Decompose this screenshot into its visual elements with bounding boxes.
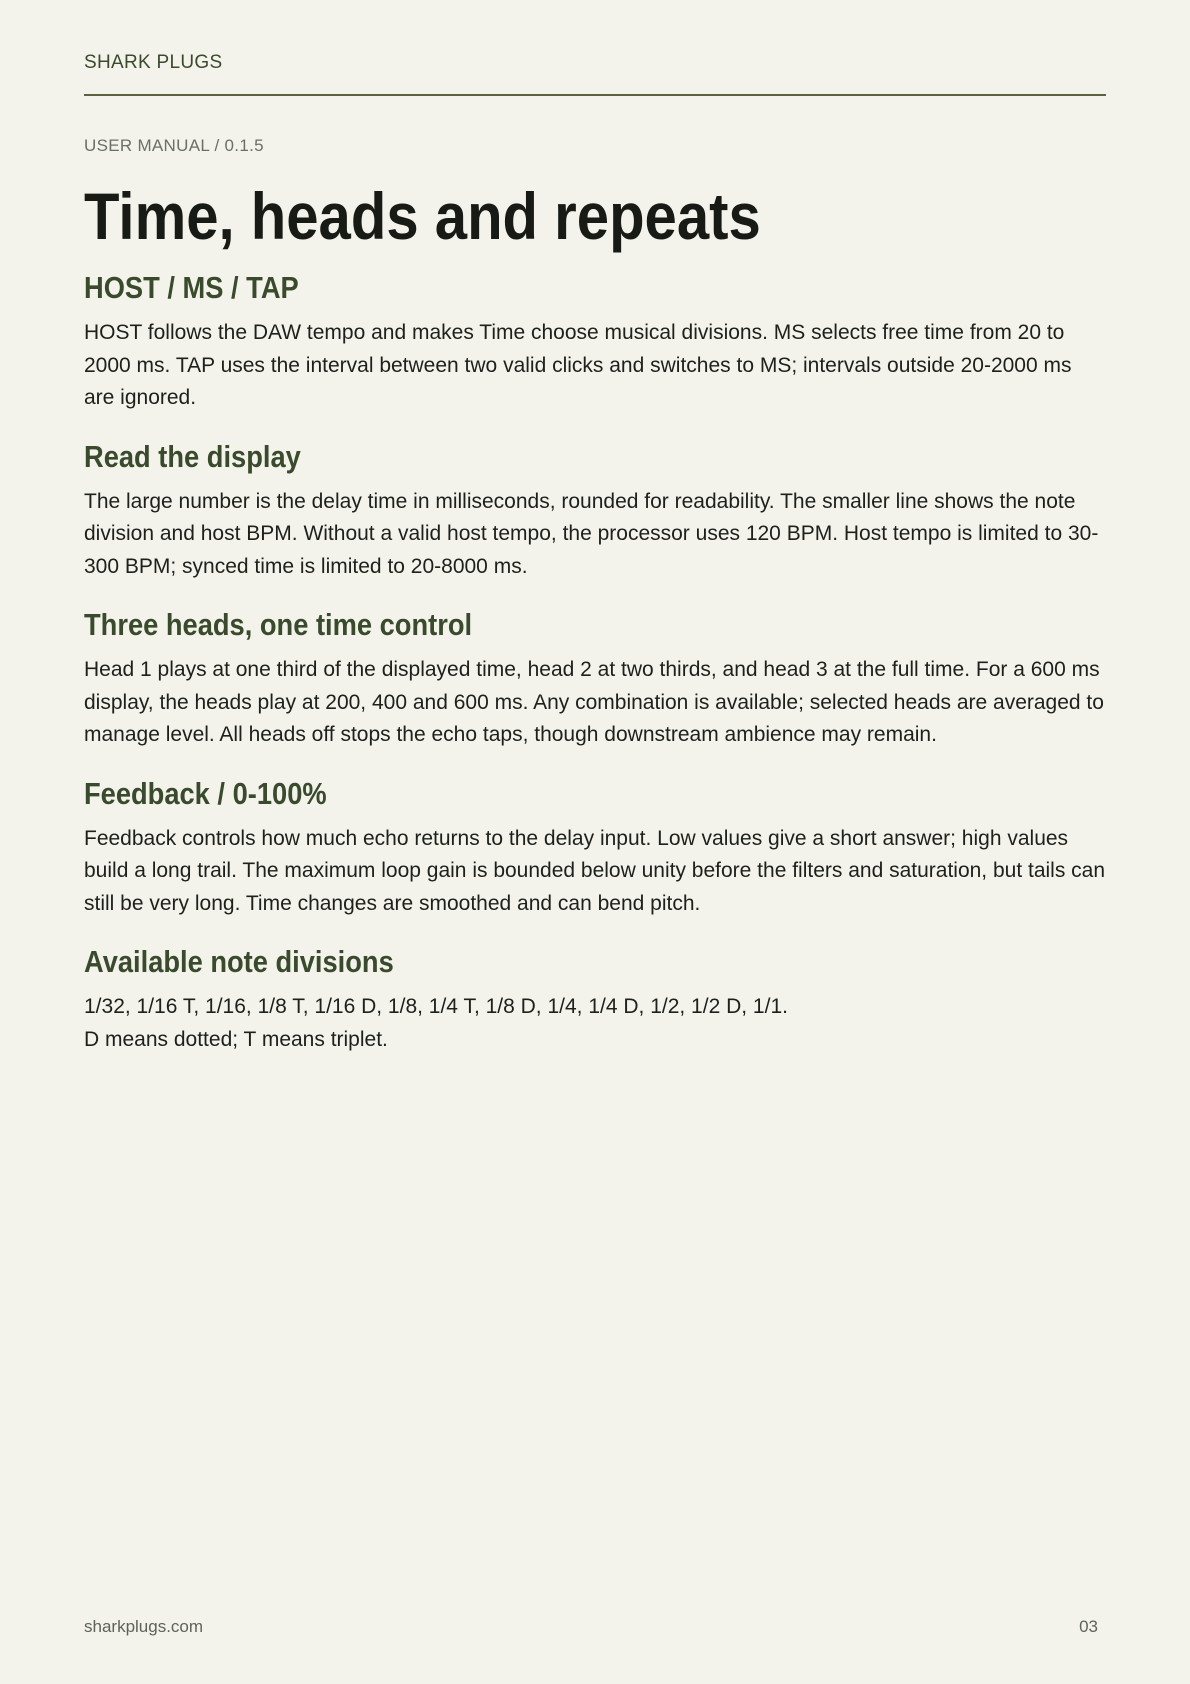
section-body xyxy=(84,991,1106,1056)
note-divisions-list: 1/32, 1/16 T, 1/16, 1/8 T, 1/16 D, 1/8, 1/4 T, 1/8 D, 1/4, 1/4 D, 1/2, 1/2 D, 1/1. xyxy=(84,995,788,1018)
footer-site: sharkplugs.com xyxy=(84,1617,204,1636)
header-divider xyxy=(84,94,1106,96)
section-note-divisions xyxy=(84,942,1106,1056)
section-heading: HOST / MS / TAP xyxy=(84,270,299,305)
page-title: Time, heads and repeats xyxy=(84,179,761,253)
section-read-display xyxy=(84,437,1106,584)
section-heading: Feedback / 0-100% xyxy=(84,775,327,811)
section-body: The large number is the delay time in milliseconds, rounded for readability. The smaller line shows the note division and host BPM. Without a valid host tempo, the processor uses 120 BPM. Host tempo is limited to 30-300 BPM; synced time is limited to 20-8000 ms. xyxy=(84,489,1099,578)
section-three-heads xyxy=(84,605,1106,752)
section-heading: Three heads, one time control xyxy=(84,607,473,642)
content xyxy=(84,268,1106,1078)
section-host-ms-tap xyxy=(84,268,1106,415)
manual-page xyxy=(84,0,1106,1684)
section-heading: Available note divisions xyxy=(84,944,394,979)
page-number: 03 xyxy=(1079,1617,1098,1636)
section-feedback xyxy=(84,774,1106,921)
section-heading: Read the display xyxy=(84,438,301,474)
section-body: HOST follows the DAW tempo and makes Time choose musical divisions. MS selects free time from 20 to 2000 ms. TAP uses the interval between two valid clicks and switches to MS; intervals outside 20-2000 ms are ignored. xyxy=(84,321,1072,409)
brand-name: SHARK PLUGS xyxy=(84,52,223,73)
note-divisions-legend: D means dotted; T means triplet. xyxy=(84,1027,388,1051)
section-body: Feedback controls how much echo returns to the delay input. Low values give a short answer; high values build a long trail. The maximum loop gain is bounded below unity before the filters and saturation, but tails can still be very long. Time changes are smoothed and can bend pitch. xyxy=(84,826,1106,915)
section-body: Head 1 plays at one third of the displayed time, head 2 at two thirds, and head 3 at the full time. For a 600 ms display, the heads play at 200, 400 and 600 ms. Any combination is available; selected heads are averaged to manage level. All heads off stops the echo taps, though downstream ambience may remain. xyxy=(84,658,1104,746)
document-kicker: USER MANUAL / 0.1.5 xyxy=(84,136,264,155)
